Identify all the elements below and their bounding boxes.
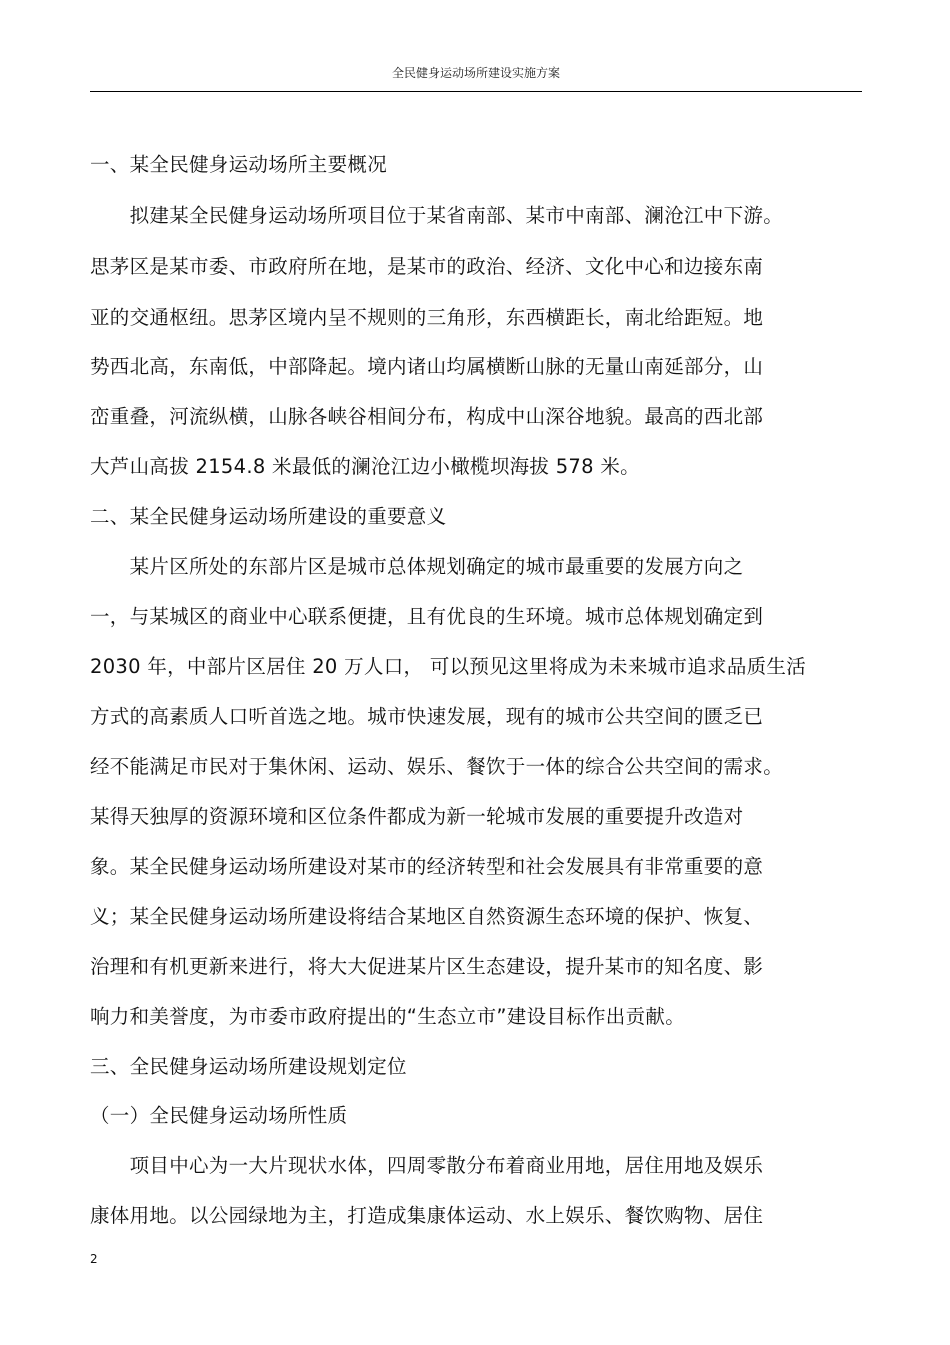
page-header-title: 全民健身运动场所建设实施方案 (391, 66, 560, 80)
paragraph-line: 经不能满足市民对于集休闲、运动、娱乐、餐饮于一体的综合公共空间的需求。 (90, 755, 784, 778)
section-heading-2: 二、某全民健身运动场所建设的重要意义 (90, 505, 447, 528)
paragraph-line: 治理和有机更新来进行，将大大促进某片区生态建设，提升某市的知名度、影 (90, 955, 764, 978)
paragraph-line: 某得天独厚的资源环境和区位条件都成为新一轮城市发展的重要提升改造对 (90, 805, 744, 828)
paragraph-line: 康体用地。以公园绿地为主，打造成集康体运动、水上娱乐、餐饮购物、居住 (90, 1204, 764, 1227)
paragraph-line: 象。某全民健身运动场所建设对某市的经济转型和社会发展具有非常重要的意 (90, 855, 764, 878)
section-heading-3: 三、全民健身运动场所建设规划定位 (90, 1055, 407, 1078)
paragraph-line: 峦重叠，河流纵横，山脉各峡谷相间分布，构成中山深谷地貌。最高的西北部 (90, 405, 764, 428)
paragraph-line: 响力和美誉度，为市委市政府提出的“生态立市”建设目标作出贡献。 (90, 1005, 686, 1028)
page-number: 2 (90, 1252, 98, 1266)
section-heading-1: 一、某全民健身运动场所主要概况 (90, 153, 388, 176)
paragraph-line: 势西北高，东南低，中部降起。境内诸山均属横断山脉的无量山南延部分，山 (90, 355, 764, 378)
paragraph-line: 拟建某全民健身运动场所项目位于某省南部、某市中南部、澜沧江中下游。 (90, 204, 784, 227)
paragraph-line: 2030 年，中部片区居住 20 万人口， 可以预见这里将成为未来城市追求品质生活 (90, 655, 807, 678)
paragraph-line: 义；某全民健身运动场所建设将结合某地区自然资源生态环境的保护、恢复、 (90, 905, 764, 928)
paragraph-line: 某片区所处的东部片区是城市总体规划确定的城市最重要的发展方向之 (90, 555, 744, 578)
paragraph-line: 大芦山高拔 2154.8 米最低的澜沧江边小橄榄坝海拔 578 米。 (90, 455, 640, 478)
paragraph-line: 思茅区是某市委、市政府所在地，是某市的政治、经济、文化中心和边接东南 (90, 255, 764, 278)
paragraph-line: 方式的高素质人口听首选之地。城市快速发展，现有的城市公共空间的匮乏已 (90, 705, 764, 728)
header-divider (90, 91, 862, 92)
paragraph-line: 一，与某城区的商业中心联系便捷，且有优良的生环境。城市总体规划确定到 (90, 605, 764, 628)
paragraph-line: 项目中心为一大片现状水体，四周零散分布着商业用地，居住用地及娱乐 (90, 1154, 764, 1177)
paragraph-line: 亚的交通枢纽。思茅区境内呈不规则的三角形，东西横距长，南北给距短。地 (90, 306, 764, 329)
subsection-heading-1: （一）全民健身运动场所性质 (90, 1104, 348, 1127)
